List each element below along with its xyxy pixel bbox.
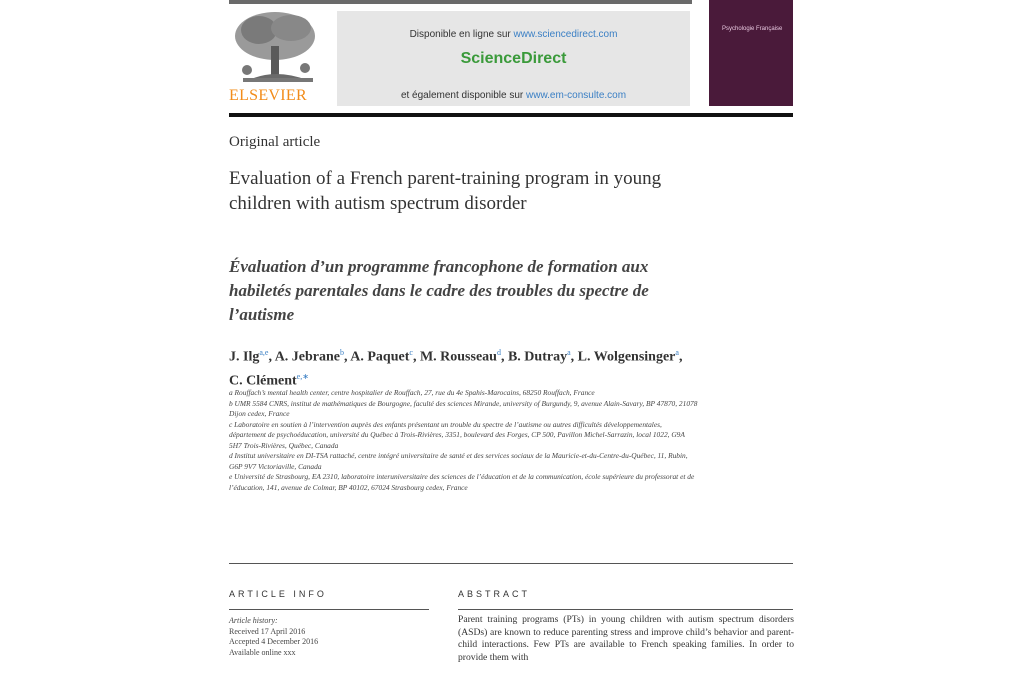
author-name[interactable]: B. Dutray — [507, 349, 568, 365]
accepted-date: Accepted 4 December 2016 — [229, 637, 319, 646]
abstract-rule — [458, 609, 793, 610]
author-affiliation-marker[interactable]: d — [496, 348, 501, 357]
available-online-text: Disponible en ligne sur — [409, 29, 511, 40]
article-title-english: Evaluation of a French parent-training program in young children with autism spectrum disorder — [229, 168, 662, 214]
article-info-heading: ARTICLE INFO — [229, 589, 327, 599]
author-affiliation-marker[interactable]: c — [409, 348, 413, 357]
article-title-french: Évaluation d’un programme francophone de formation aux habiletés parentales dans le cadre des troubles du spectre de l’autisme — [229, 257, 649, 324]
available-online-line — [337, 29, 690, 40]
em-consulte-link[interactable]: www.em-consulte.com — [526, 90, 627, 101]
abstract-text: Parent training programs (PTs) in young children with autism spectrum disorders (ASDs) are known to reduce parenting stress and improve child’s behavior and parent-child interactions. Few PTs are available to French speaking families. In order to provide them with — [458, 614, 794, 663]
author-name[interactable]: A. Jebrane — [274, 349, 341, 365]
affiliation-list — [229, 388, 699, 493]
abstract-heading: ABSTRACT — [458, 589, 531, 599]
sciencedirect-logo: ScienceDirect — [460, 50, 567, 67]
affiliation-b: b UMR 5584 CNRS, institut de mathématiques de Bourgogne, faculté des sciences Mirande, university of Burgundy, 9, avenue Alain-Savary, BP 47870, 21078 Dijon cedex, France — [229, 398, 698, 418]
author-affiliation-marker[interactable]: a,e — [259, 348, 269, 357]
history-label: Article history: — [229, 616, 278, 625]
section-divider — [229, 563, 793, 564]
author-name[interactable]: M. Rousseau — [419, 349, 497, 365]
article-type: Original article — [229, 134, 321, 150]
author-list: J. Ilg$^{a,e}$, A. Jebrane$^b$, A. Paquet$^c$, M. Rousseau$^d$, B. Dutray$^a$, L. Wolgensinger$^a$, C. Clément$^{e,∗}$ — [229, 348, 683, 389]
author-affiliation-marker[interactable]: e,∗ — [296, 371, 309, 381]
article-info-rule — [229, 609, 429, 610]
journal-cover-image — [709, 0, 793, 106]
also-available-text: et également disponible sur — [400, 90, 524, 101]
journal-cover-title: Psychologie Française — [722, 26, 783, 32]
author-name[interactable]: J. Ilg — [229, 349, 260, 365]
also-available-line — [337, 90, 690, 101]
publisher-name: ELSEVIER — [229, 87, 307, 104]
header-divider — [229, 113, 793, 117]
affiliation-d: d Institut universitaire en DI-TSA rattaché, centre intégré universitaire de santé et des services sociaux de la Mauricie-et-du-Centre-du-Québec, 11, Rubin, G6P 9V7 Victoriaville, Canada — [229, 451, 688, 471]
article-history — [229, 616, 429, 658]
author-affiliation-marker[interactable]: b — [340, 348, 345, 357]
sciencedirect-link[interactable]: www.sciencedirect.com — [513, 29, 618, 40]
available-online-date: Available online xxx — [229, 647, 296, 657]
author-name[interactable]: L. Wolgensinger — [577, 349, 676, 365]
received-date: Received 17 April 2016 — [229, 626, 306, 636]
affiliation-a: a Rouffach’s mental health center, centre hospitalier de Rouffach, 27, rue du 4e Spahis-Marocains, 68250 Rouffach, France — [229, 388, 595, 397]
header-top-rule — [229, 0, 692, 4]
author-name[interactable]: C. Clément — [229, 373, 297, 389]
affiliation-c: c Laboratoire en soutien à l’intervention auprès des enfants présentant un trouble du spectre de l’autisme ou autres difficultés développementales, département de psychoéducation, université du Québec à Trois-Rivières, 3351, boulevard des Forges, CP 500, Pavillon Michel-Sarrazin, local 1022, G9A 5H7 Trois-Rivières, Québec, Canada — [229, 419, 685, 450]
author-affiliation-marker[interactable]: a — [675, 348, 679, 357]
affiliation-e: e Université de Strasbourg, EA 2310, laboratoire interuniversitaire des sciences de l’éducation et de la communication, école supérieure du professorat et de l’éducation, 141, avenue de Colmar, BP 40102, 67024 Strasbourg cedex, France — [229, 472, 695, 492]
author-name[interactable]: A. Paquet — [350, 349, 410, 365]
author-affiliation-marker[interactable]: a — [567, 348, 571, 357]
